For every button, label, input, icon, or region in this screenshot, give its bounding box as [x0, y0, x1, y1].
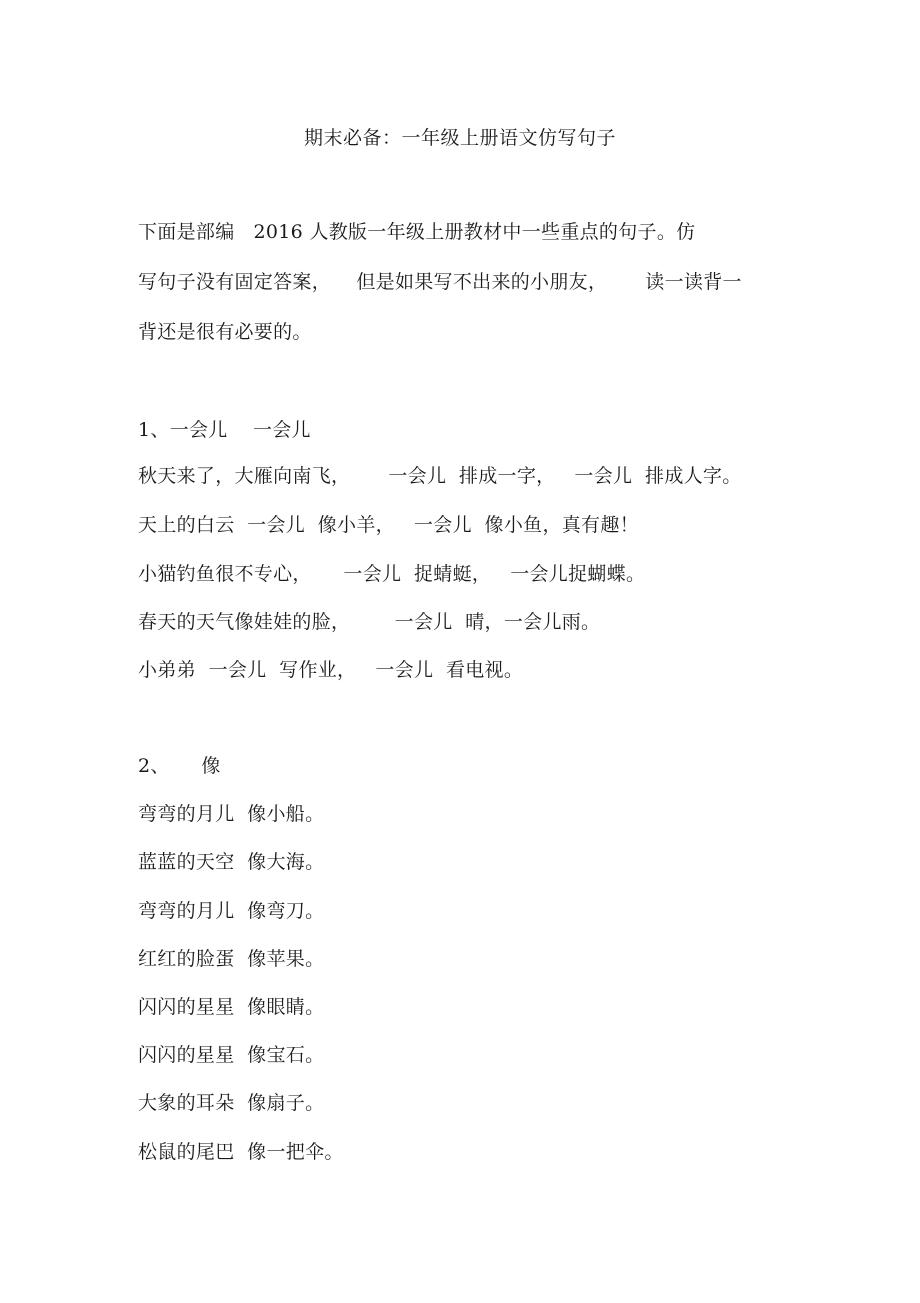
section-2-sentence: 松鼠的尾巴 像一把伞。 — [138, 1141, 344, 1163]
section-2-sentence: 红红的脸蛋 像苹果。 — [138, 948, 325, 970]
section-2-sentence: 弯弯的月儿 像弯刀。 — [138, 900, 325, 922]
section-2-sentence: 闪闪的星星 像宝石。 — [138, 1044, 325, 1066]
section-2-sentence: 闪闪的星星 像眼睛。 — [138, 996, 325, 1018]
section-2-sentence: 蓝蓝的天空 像大海。 — [138, 851, 325, 873]
intro-line-2: 写句子没有固定答案， 但是如果写不出来的小朋友， 读一读背一 — [138, 271, 742, 293]
section-2-sentence: 弯弯的月儿 像小船。 — [138, 803, 325, 825]
section-1-sentence: 小弟弟 一会儿 写作业， 一会儿 看电视。 — [138, 659, 524, 681]
section-2-heading: 2、 像 — [138, 755, 221, 777]
section-1-sentence: 小猫钓鱼很不专心， 一会儿 捉蜻蜓， 一会儿捉蝴蝶。 — [138, 563, 646, 585]
section-1-sentence: 天上的白云 一会儿 像小羊， 一会儿 像小鱼，真有趣！ — [138, 514, 639, 536]
page-title: 期末必备：一年级上册语文仿写句子 — [303, 127, 616, 149]
section-1-sentence: 春天的天气像娃娃的脸， 一会儿 晴，一会儿雨。 — [138, 611, 601, 633]
section-1-heading: 1、一会儿 一会儿 — [138, 419, 311, 441]
section-2-sentence: 大象的耳朵 像扇子。 — [138, 1092, 325, 1114]
section-1-sentence: 秋天来了，大雁向南飞， 一会儿 排成一字， 一会儿 排成人字。 — [138, 465, 742, 487]
intro-line-3: 背还是很有必要的。 — [138, 321, 312, 343]
intro-line-1: 下面是部编 2016 人教版一年级上册教材中一些重点的句子。仿 — [138, 221, 696, 243]
